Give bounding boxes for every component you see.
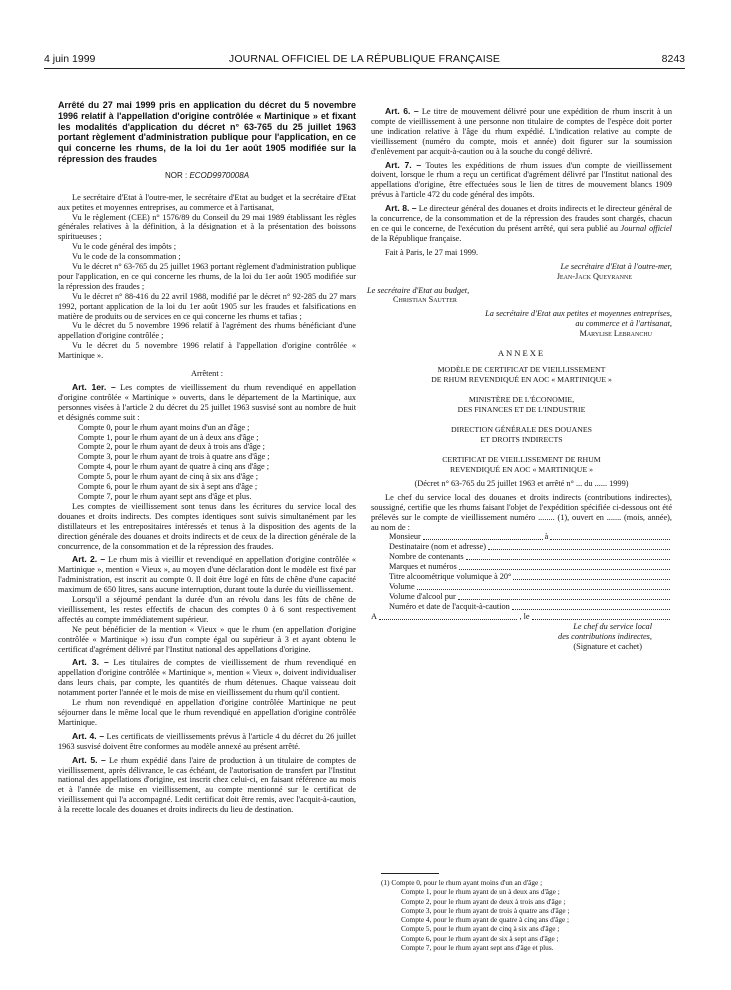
footnote-line: Compte 3, pour le rhum ayant de trois à quatre ans d'âge ; xyxy=(401,905,570,915)
annexe-ministere-line: MINISTÈRE DE L'ÉCONOMIE, xyxy=(468,394,575,404)
compte-item: Compte 5, pour le rhum ayant de cinq à six ans d'âge ; xyxy=(78,472,259,482)
footnote-line: Compte 2, pour le rhum ayant de deux à trois ans d'âge ; xyxy=(401,896,566,906)
form-field-label: Destinataire (nom et adresse) xyxy=(389,542,486,552)
form-field-blank[interactable] xyxy=(458,592,670,600)
annexe-direction-line: DIRECTION GÉNÉRALE DES DOUANES xyxy=(451,424,592,434)
signature-name-budget: Christian Sautter xyxy=(393,295,457,305)
article-4 xyxy=(58,732,356,752)
nor-code: ECOD9970008A xyxy=(189,170,250,180)
decret-reference: (Décret n° 63-765 du 25 juillet 1963 et arrêté n° ... du ...... 1999) xyxy=(414,478,629,488)
chef-signature-line: Le chef du service local xyxy=(573,622,652,632)
form-field-label: Nombre de contenants xyxy=(389,552,464,562)
article-8-text-before: Le directeur général des douanes et droits indirects et le directeur général de la concurrence, de la consommation et de la répression des fraudes sont chargés, chacun en ce qui le concerne, de l'exécution du présent arrêté, qui sera publié au xyxy=(371,204,672,233)
footnotes xyxy=(381,873,671,952)
form-field-contenants[interactable] xyxy=(371,552,672,562)
signature-name-commerce: Marylise Lebranchu xyxy=(579,329,652,339)
article-8 xyxy=(371,204,672,244)
article-3-text: Les titulaires de comptes de vieillissement de rhum revendiqué en appellation d'origine contrôlée « Martinique », mention « Vieux », doivent individualiser dans leurs chais, par compte, les quantités de rhum détenues. Chaque vaisseau doit notamment porter l'année et le mois de mise en vieillissement du rhum qu'il contient. xyxy=(58,658,356,698)
page-number: 8243 xyxy=(661,53,685,65)
footnote-rule xyxy=(381,873,439,874)
annexe-direction xyxy=(371,425,672,445)
annexe-modele xyxy=(371,365,672,385)
form-field-blank[interactable] xyxy=(466,552,670,560)
decree-title: Arrêté du 27 mai 1999 pris en application du décret du 5 novembre 1996 relatif à l'appellation d'origine contrôlée « Martinique » et fixant les modalités d'application du décret n° 63-765 du 25 juillet 1963 portant règlement d'administration publique pour l'application, en ce qui concerne les rhums, de la loi du 1er août 1905 modifiée sur la répression des fraudes xyxy=(58,100,356,164)
visa-item: Vu le décret n° 63-765 du 25 juillet 1963 portant règlement d'administration publique pour l'application, en ce qui concerne les rhums, de la loi du 1er août 1905 modifiée sur la répression des fraudes ; xyxy=(58,262,356,291)
form-field-acquit[interactable] xyxy=(371,602,672,612)
form-field-blank[interactable] xyxy=(417,582,670,590)
article-2-label: Art. 2. – xyxy=(72,554,106,565)
visa-item: Vu le décret n° 88-416 du 22 avril 1988, modifié par le décret n° 92-285 du 27 mars 1992, portant application de la loi du 1er août 1905 sur les fraudes et falsifications en matière de produits ou de services en ce qui concerne les rhums et tafias ; xyxy=(58,291,356,321)
nor-reference xyxy=(58,171,356,181)
footnote-line: Compte 1, pour le rhum ayant de un à deux ans d'âge ; xyxy=(401,887,560,897)
visa-item: Vu le décret du 5 novembre 1996 relatif à l'agrément des rhums bénéficiant d'une appellation d'origine contrôlée ; xyxy=(58,321,356,341)
form-field-monsieur[interactable] xyxy=(371,532,672,542)
annexe-certificat xyxy=(371,455,672,475)
signature-role-outremer: Le secrétaire d'Etat à l'outre-mer, xyxy=(560,261,672,271)
form-field-blank[interactable] xyxy=(423,532,543,540)
visa-intro: Le secrétaire d'Etat à l'outre-mer, le secrétaire d'Etat au budget et la secrétaire d'Etat aux petites et moyennes entreprises, au commerce et à l'artisanat, xyxy=(58,192,356,212)
article-1 xyxy=(58,383,356,423)
left-column xyxy=(58,100,356,976)
article-8-text-after: de la République française. xyxy=(371,233,462,243)
annexe-modele-line: DE RHUM REVENDIQUÉ EN AOC « MARTINIQUE » xyxy=(431,374,612,384)
compte-item: Compte 6, pour le rhum ayant de six à sept ans d'âge ; xyxy=(78,482,258,492)
compte-item: Compte 1, pour le rhum ayant de un à deux ans d'âge ; xyxy=(78,432,259,442)
article-3-p2: Le rhum non revendiqué en appellation d'origine contrôlée Martinique ne peut séjourner dans le même local que le rhum revendiqué en appellation d'origine contrôlée Martinique. xyxy=(58,698,356,727)
form-field-destinataire[interactable] xyxy=(371,542,672,552)
form-field-blank[interactable] xyxy=(513,572,670,580)
form-field-volume-alcool[interactable] xyxy=(371,592,672,602)
article-5-label: Art. 5. – xyxy=(72,754,106,765)
article-2-p3: Ne peut bénéficier de la mention « Vieux » que le rhum (en appellation d'origine contrôlée « Martinique ») issu d'un compte égal ou supérieur à 3 et ayant obtenu le certificat d'agrément délivré par l'Institut national des appellations d'origine. xyxy=(58,624,356,654)
visa-item: Vu le règlement (CEE) n° 1576/89 du Conseil du 29 mai 1989 établissant les règles générales relatives à la définition, à la désignation et à la présentation des boissons spiritueuses ; xyxy=(58,212,356,242)
article-5-text: Le rhum expédié dans l'aire de production à un titulaire de comptes de vieillissement, après délivrance, le cas échéant, de l'autorisation de transfert par l'Institut national des appellations d'origine, est inscrit chez celui-ci, en faisant référence au mois et à l'année de mise en vieillissement, au compte mentionné sur le certificat de vieillissement qui l'a accompagné. Ledit certificat doit être remis, avec l'acquit-à-caution, à la recette locale des douanes et droits indirects du lieu de destination. xyxy=(58,755,356,815)
compte-item: Compte 2, pour le rhum ayant de deux à trois ans d'âge ; xyxy=(78,442,265,452)
arretent-heading: Arrêtent : xyxy=(190,369,224,379)
header-date: 4 juin 1999 xyxy=(44,53,96,65)
article-5 xyxy=(58,756,356,815)
footnote-line: Compte 4, pour le rhum ayant de quatre à cinq ans d'âge ; xyxy=(401,915,570,925)
compte-item: Compte 4, pour le rhum ayant de quatre à cinq ans d'âge ; xyxy=(78,462,270,472)
certificat-intro: Le chef du service local des douanes et droits indirects (contributions indirectes), soussigné, certifie que les rhums faisant l'objet de l'expédition spécifiée ci-dessous ont été prélevés sur le compte de vieillissement numéro ........ (1), ouvert en ....... (mois, année), au nom de : xyxy=(371,492,672,532)
form-field-titre[interactable] xyxy=(371,572,672,582)
form-field-label: Numéro et date de l'acquit-à-caution xyxy=(389,602,510,612)
visa-item: Vu le code général des impôts ; xyxy=(72,242,177,252)
fait-a-paris: Fait à Paris, le 27 mai 1999. xyxy=(385,247,479,257)
form-field-label: Titre alcoométrique volumique à 20° xyxy=(389,572,512,582)
article-2-text: Le rhum mis à vieillir et revendiqué en appellation d'origine contrôlée « Martinique », mention « Vieux », au moyen d'une déclaration dont le modèle est fixé par l'administration, est inscrit au compte 0. Il doit être logé en fûts de chêne d'une capacité maximum de 650 litres, sans aucune interruption, durant toute la durée du vieillissement. xyxy=(58,555,356,595)
footnote-line: Compte 7, pour le rhum ayant sept ans d'âge et plus. xyxy=(401,943,554,953)
article-6-label: Art. 6. – xyxy=(385,106,419,116)
annexe-title: ANNEXE xyxy=(497,348,546,359)
article-7 xyxy=(371,161,672,201)
article-4-text: Les certificats de vieillissements prévus à l'article 4 du décret du 26 juillet 1963 susvisé doivent être conformes au modèle annexé au présent arrêté. xyxy=(58,731,356,751)
article-3 xyxy=(58,658,356,698)
signature-role-budget: Le secrétaire d'Etat au budget, xyxy=(367,285,470,295)
nor-label: NOR : xyxy=(164,170,188,180)
visa-item: Vu le code de la consommation ; xyxy=(72,252,181,262)
annexe-certificat-line: CERTIFICAT DE VIEILLISSEMENT DE RHUM xyxy=(442,454,601,464)
article-1-text: Les comptes de vieillissement du rhum revendiqué en appellation d'origine contrôlée « Martinique » ouverts, dans le département de la Martinique, aux personnes visées à l'article 2 du décret du 25 juillet 1963 susvisé sont au nombre de huit et désignés comme suit : xyxy=(58,383,356,422)
annexe-ministere xyxy=(371,395,672,415)
signature-cachet: (Signature et cachet) xyxy=(573,642,642,652)
form-field-label: A xyxy=(371,612,377,622)
article-6 xyxy=(371,107,672,157)
signature-role-commerce: La secrétaire d'Etat aux petites et moyennes entreprises, au commerce et à l'artisanat, xyxy=(485,309,672,329)
compte-item: Compte 0, pour le rhum ayant moins d'un an d'âge ; xyxy=(78,422,250,432)
compte-item: Compte 7, pour le rhum ayant sept ans d'âge et plus. xyxy=(78,491,252,501)
journal-title: JOURNAL OFFICIEL DE LA RÉPUBLIQUE FRANÇAISE xyxy=(228,53,501,65)
article-6-text: Le titre de mouvement délivré pour une expédition de rhum inscrit à un compte de vieillissement à une personne non titulaire de comptes de l'espèce doit porter une indication relative à l'âge du rhum expédié. L'indication relative au compte de vieillissement (numéro du compte, mois et année) doit figurer sur la soumission d'enlèvement par acquit-à-caution ou à la souche du congé délivré. xyxy=(371,107,673,156)
form-field-blank[interactable] xyxy=(550,532,670,540)
form-field-label: Marques et numéros xyxy=(389,562,457,572)
footnote-line: Compte 6, pour le rhum ayant de six à sept ans d'âge ; xyxy=(401,933,559,943)
chef-signature-line: des contributions indirectes, xyxy=(558,632,652,642)
article-1-label: Art. 1er. – xyxy=(72,382,116,392)
article-7-text: Toutes les expéditions de rhum issues d'un compte de vieillissement doivent, lorsque le rhum a reçu un certificat d'agrément délivré par l'Institut national des appellations d'origine, être effectuées sous le lien de titres de mouvement blancs 1909 prévus à l'article 472 du code général des impôts. xyxy=(371,160,672,200)
article-4-label: Art. 4. – xyxy=(72,730,105,741)
form-field-mid: , le xyxy=(519,612,530,622)
form-field-volume[interactable] xyxy=(371,582,672,592)
form-field-blank[interactable] xyxy=(379,612,517,620)
annexe-certificat-line: REVENDIQUÉ EN AOC « MARTINIQUE » xyxy=(449,464,594,474)
annexe-direction-line: ET DROITS INDIRECTS xyxy=(480,434,563,444)
form-field-label: Volume xyxy=(389,582,415,592)
form-field-marques[interactable] xyxy=(371,562,672,572)
article-7-label: Art. 7. – xyxy=(385,159,422,170)
annexe-ministere-line: DES FINANCES ET DE L'INDUSTRIE xyxy=(457,404,586,414)
article-3-label: Art. 3. – xyxy=(72,657,109,668)
form-field-label: Monsieur xyxy=(389,532,421,542)
signature-name-outremer: Jean-Jack Queyranne xyxy=(556,271,632,281)
article-1-after: Les comptes de vieillissement sont tenus dans les écritures du service local des douanes et droits indirects. Des comptes identiques sont suivis simultanément par les distillateurs et les entrepositaires intéressés et tenus à la disposition des agents de la direction générale des douanes et droits indirects et de ceux de la direction générale de la concurrence, de la consommation et de la répression des fraudes. xyxy=(58,501,356,551)
form-field-lieu-date[interactable] xyxy=(371,612,672,622)
journal-officiel-ref: Journal officiel xyxy=(620,223,672,233)
form-field-blank[interactable] xyxy=(532,612,670,620)
form-field-blank[interactable] xyxy=(488,542,670,550)
form-field-blank[interactable] xyxy=(459,562,670,570)
right-column xyxy=(367,103,673,976)
footnote-intro: (1) Compte 0, pour le rhum ayant moins d'un an d'âge ; xyxy=(381,878,543,887)
footnote-line: Compte 5, pour le rhum ayant de cinq à six ans d'âge ; xyxy=(401,924,560,934)
compte-item: Compte 3, pour le rhum ayant de trois à quatre ans d'âge ; xyxy=(78,452,270,462)
form-field-mid: à xyxy=(544,532,549,542)
form-field-blank[interactable] xyxy=(512,602,670,610)
visa-item: Vu le décret du 5 novembre 1996 relatif à l'appellation d'origine contrôlée « Martinique ». xyxy=(58,341,356,361)
header-rule xyxy=(44,68,685,69)
annexe-modele-line: MODÈLE DE CERTIFICAT DE VIEILLISSEMENT xyxy=(437,364,606,374)
form-field-label: Volume d'alcool pur xyxy=(389,592,456,602)
article-8-label: Art. 8. – xyxy=(385,203,417,214)
article-2 xyxy=(58,555,356,595)
article-2-p2: Lorsqu'il a séjourné pendant la durée d'un an révolu dans les fûts de chêne de vieillissement, les restes effectifs de chacun des comptes 0 à 6 sont respectivement affectés au compte immédiatement supérieur. xyxy=(58,595,356,624)
page-header xyxy=(44,53,685,67)
